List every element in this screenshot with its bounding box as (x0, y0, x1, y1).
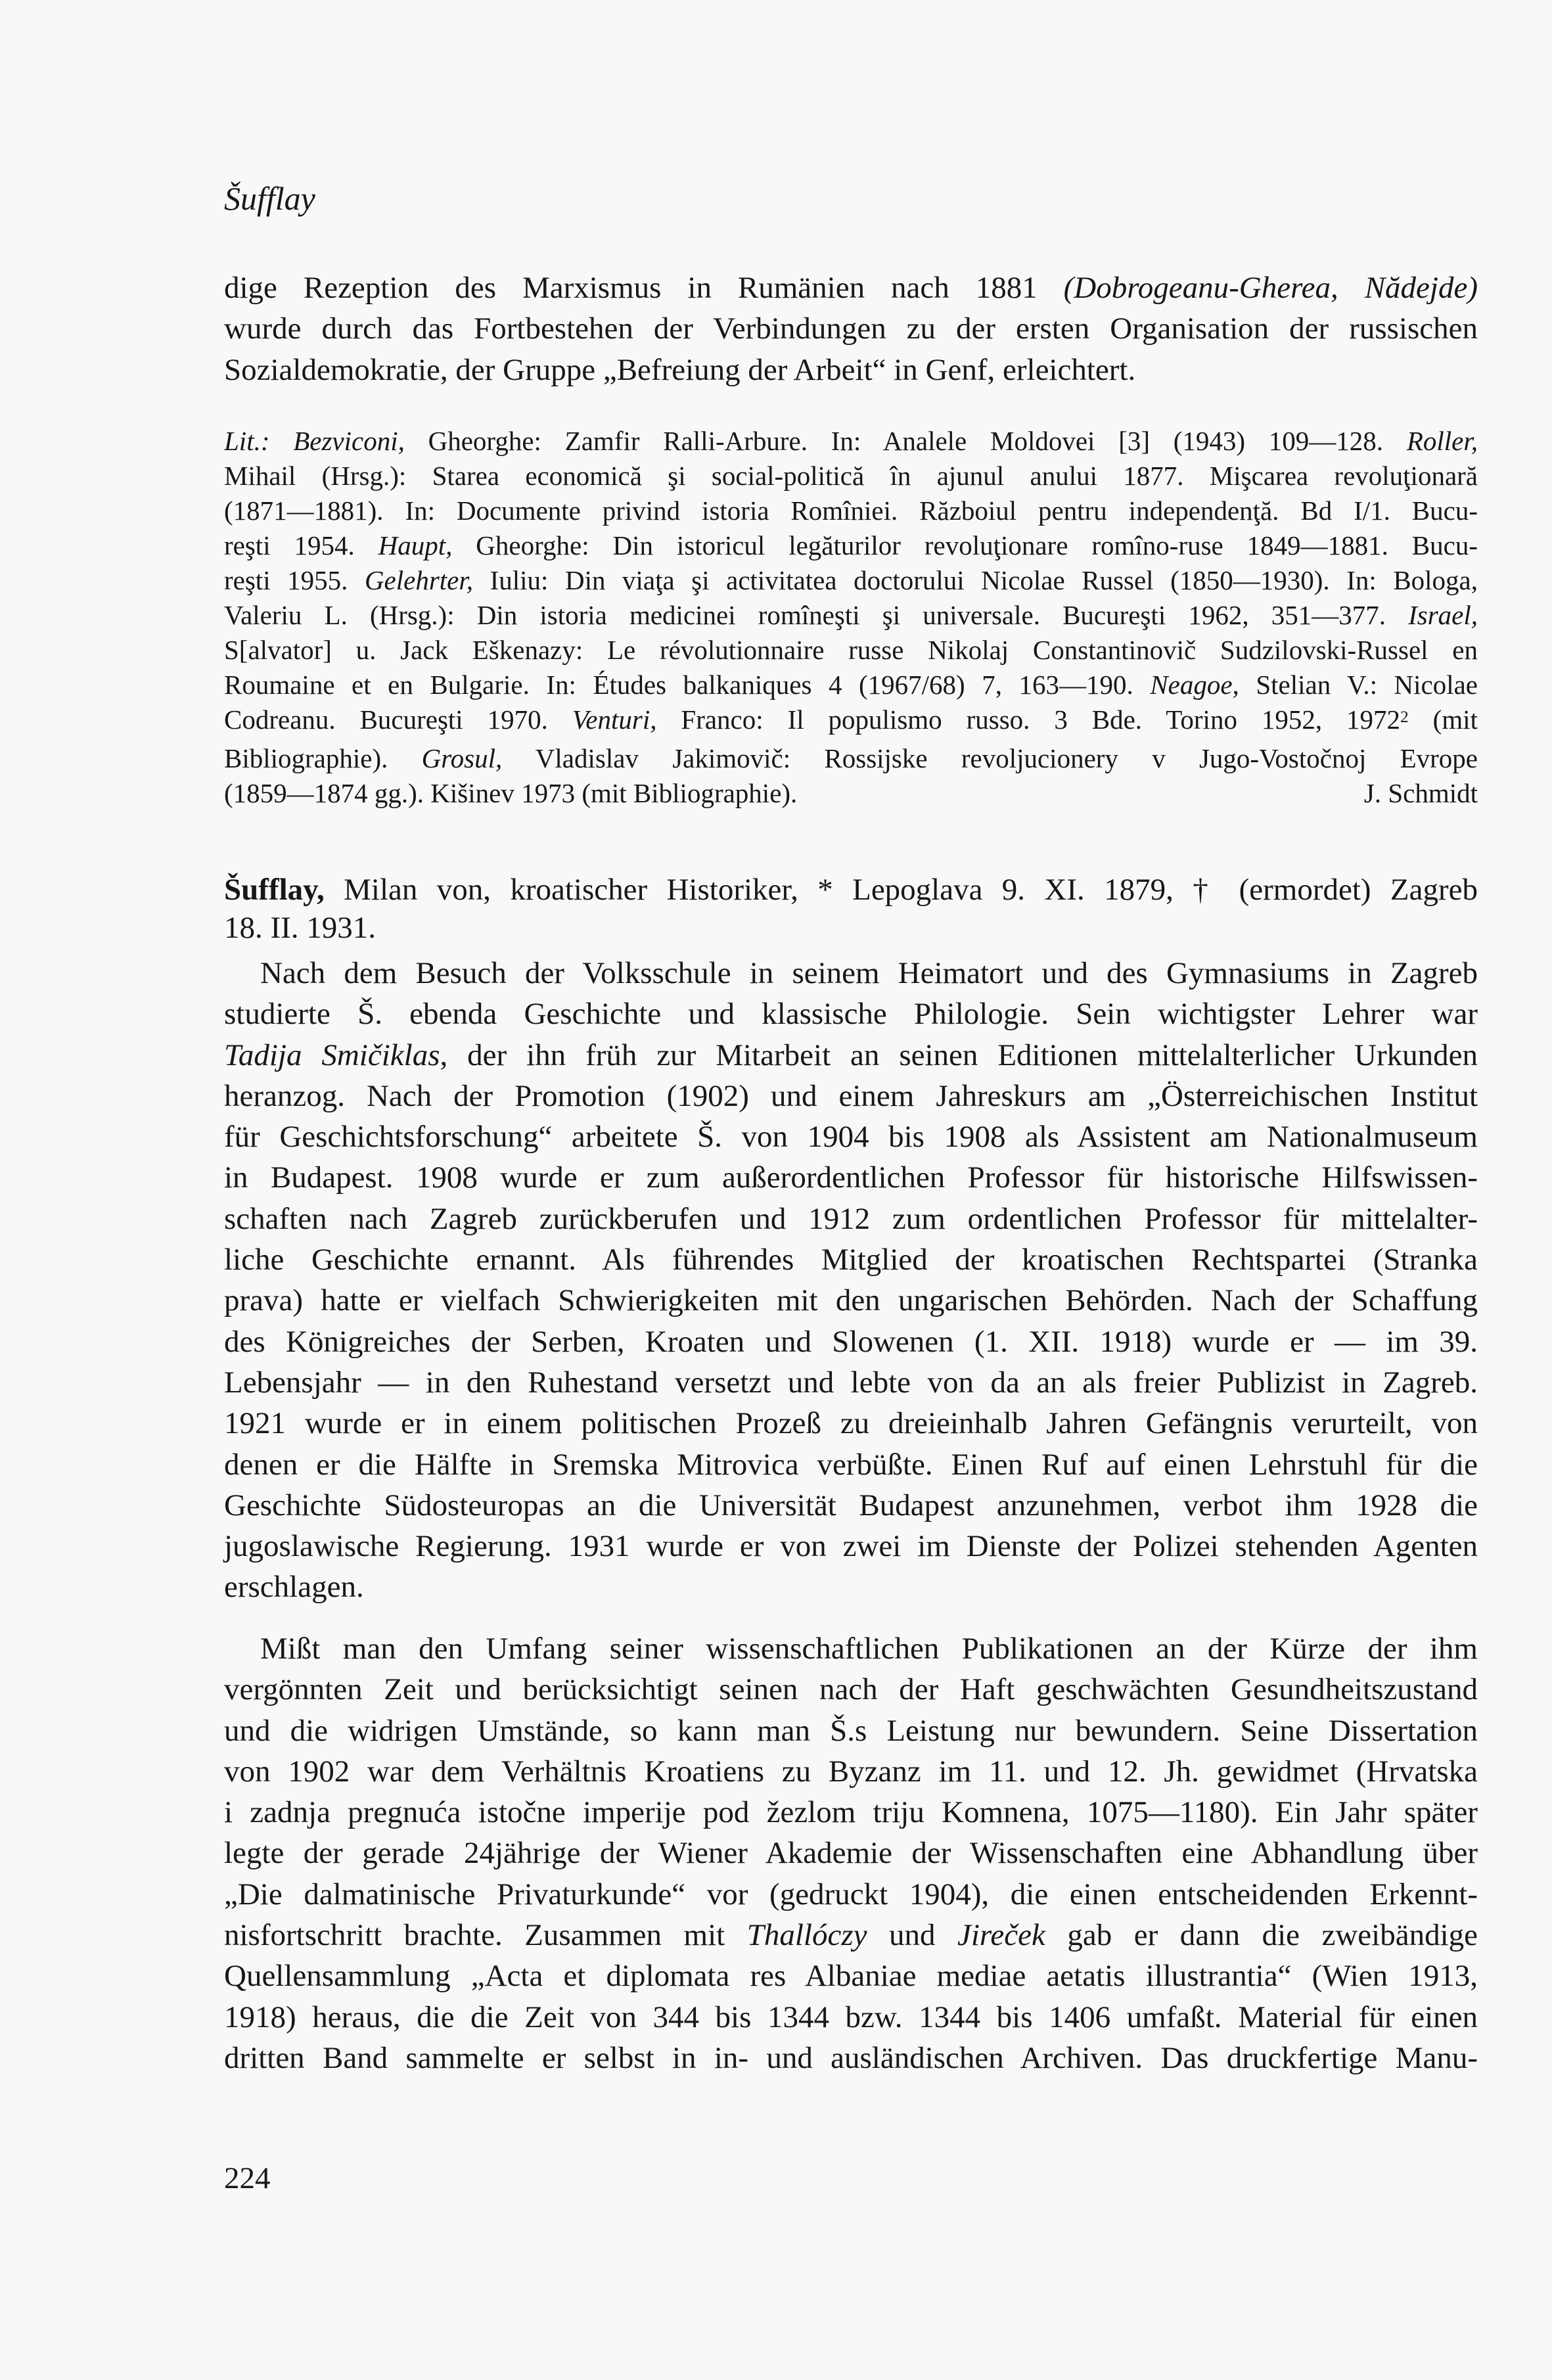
text-run: (1859—1874 gg.). Kišinev 1973 (mit Bibliographie). (224, 778, 798, 809)
text-line (224, 493, 1478, 528)
text-run: Valeriu L. (Hrsg.): Din istoria medicinei romîneşti şi universale. Bucureşti 1962, 351—377. (224, 600, 1409, 631)
italic-text: (Dobrogeanu-Gherea, Nădejde) (1063, 271, 1478, 305)
text-run: reşti 1955. (224, 565, 365, 596)
text-run: Milan von, kroatischer Historiker, * Lepoglava 9. XI. 1879, † (ermordet) Zagreb (324, 873, 1478, 907)
text-line (224, 871, 1478, 909)
text-run: Bibliographie). (224, 743, 422, 774)
text-line (224, 563, 1478, 598)
text-line (224, 633, 1478, 668)
text-line (224, 1116, 1478, 1157)
bold-headword: Šufflay, (224, 873, 325, 907)
italic-text: Jireček (957, 1918, 1045, 1953)
text-run: und die widrigen Umstände, so kann man Š.s Leistung nur bewundern. Seine Dissertation (224, 1713, 1478, 1748)
text-run: schaften nach Zagreb zurückberufen und 1912 zum ordentlichen Professor für mittelalter- (224, 1201, 1478, 1236)
text-run: jugoslawische Regierung. 1931 wurde er von zwei im Dienste der Polizei stehenden Agenten (224, 1529, 1478, 1564)
text-run: dige Rezeption des Marxismus in Rumänien nach 1881 (224, 271, 1064, 305)
text-run: (mit (1408, 704, 1478, 735)
text-line (224, 1874, 1478, 1915)
text-line (224, 459, 1478, 493)
text-run: Gheorghe: Din istoricul legăturilor revoluţionare romîno-ruse 1849—1881. Bucu- (452, 530, 1478, 561)
text-line (224, 741, 1478, 776)
text-run: studierte Š. ebenda Geschichte und klassische Philologie. Sein wichtigster Lehrer war (224, 997, 1478, 1032)
text-line (224, 2038, 1478, 2078)
continuation-paragraph (224, 267, 1478, 390)
literature-section (224, 424, 1478, 812)
text-run: für Geschichtsforschung“ arbeitete Š. von 1904 bis 1908 als Assistent am Nationalmuseum (224, 1120, 1478, 1155)
italic-text: Haupt, (378, 530, 453, 561)
italic-text: Israel, (1408, 600, 1478, 631)
text-run: liche Geschichte ernannt. Als führendes Mitglied der kroatischen Rechtspartei (Stranka (224, 1243, 1478, 1277)
text-line (224, 1710, 1478, 1751)
text-run: Gheorghe: Zamfir Ralli-Arbure. In: Analele Moldovei [3] (1943) 109—128. (404, 426, 1407, 456)
text-line (224, 1751, 1478, 1792)
text-line (224, 350, 1478, 390)
text-run: Geschichte Südosteuropas an die Universität Budapest anzunehmen, verbot ihm 1928 die (224, 1488, 1478, 1522)
text-line (224, 953, 1478, 994)
text-run: Lebensjahr — in den Ruhestand versetzt und lebte von da an als freier Publizist in Zagreb. (224, 1365, 1478, 1400)
italic-text: Gelehrter, (364, 565, 474, 596)
text-line (224, 1915, 1478, 1956)
entry-paragraph-1 (224, 953, 1478, 1608)
text-run: nisfortschritt brachte. Zusammen mit (224, 1918, 747, 1953)
page-number: 224 (224, 2161, 271, 2195)
text-run: i zadnja pregnuća istočne imperije pod žezlom triju Komnena, 1075—1180). Ein Jahr später (224, 1795, 1478, 1830)
italic-text: Lit.: Bezviconi, (224, 426, 405, 456)
text-run: Quellensammlung „Acta et diplomata res Albaniae mediae aetatis illustrantia“ (Wien 1913, (224, 1959, 1478, 1994)
text-line (224, 1956, 1478, 1996)
text-run: in Budapest. 1908 wurde er zum außerordentlichen Professor für historische Hilfswissen- (224, 1160, 1478, 1195)
text-line (224, 1997, 1478, 2038)
text-run: 1918) heraus, die die Zeit von 344 bis 1344 bzw. 1344 bis 1406 umfaßt. Material für einen (224, 2000, 1478, 2034)
text-run: Sozialdemokratie, der Gruppe „Befreiung der Arbeit“ in Genf, erleichtert. (224, 352, 1136, 387)
text-run: , der ihn früh zur Mitarbeit an seinen Editionen mittelalterlicher Urkunden (440, 1038, 1478, 1072)
text-line (224, 1239, 1478, 1280)
text-line (224, 598, 1478, 633)
superscript: 2 (1400, 707, 1409, 726)
text-line (224, 308, 1478, 349)
text-line (224, 528, 1478, 563)
text-run: Mihail (Hrsg.): Starea economică şi social-politică în ajunul anului 1877. Mişcarea revoluţionară (224, 461, 1478, 492)
text-run: „Die dalmatinische Privaturkunde“ vor (gedruckt 1904), die einen entscheidenden Erkennt- (224, 1877, 1478, 1911)
text-run: legte der gerade 24jährige der Wiener Akademie der Wissenschaften eine Abhandlung über (224, 1836, 1478, 1871)
text-run: Stelian V.: Nicolae (1239, 670, 1478, 700)
text-line (224, 1444, 1478, 1485)
text-run: Franco: Il populismo russo. 3 Bde. Torino 1952, 1972 (656, 704, 1401, 735)
text-line (224, 668, 1478, 702)
text-line (224, 994, 1478, 1034)
text-line (224, 1280, 1478, 1321)
text-run: wurde durch das Fortbestehen der Verbindungen zu der ersten Organisation der russischen (224, 311, 1478, 346)
text-line (224, 267, 1478, 308)
text-run: reşti 1954. (224, 530, 378, 561)
text-line (224, 424, 1478, 459)
text-run: Nach dem Besuch der Volksschule in seinem Heimatort und des Gymnasiums in Zagreb (260, 956, 1478, 990)
text-line (224, 1526, 1478, 1567)
text-line (224, 776, 1478, 811)
text-run: Iuliu: Din viaţa şi activitatea doctorului Nicolae Russel (1850—1930). In: Bologa, (473, 565, 1478, 596)
text-run: Vladislav Jakimovič: Rossijske revoljucionery v Jugo-Vostočnoj Evrope (502, 743, 1478, 774)
text-line (224, 1567, 1478, 1607)
text-run: von 1902 war dem Verhältnis Kroatiens zu Byzanz im 11. und 12. Jh. gewidmet (Hrvatska (224, 1754, 1478, 1789)
text-run: Mißt man den Umfang seiner wissenschaftlichen Publikationen an der Kürze der ihm (260, 1632, 1478, 1666)
text-run: 18. II. 1931. (224, 911, 377, 945)
text-run: gab er dann die zweibändige (1045, 1918, 1478, 1953)
italic-text: Grosul, (421, 743, 503, 774)
text-line (224, 1628, 1478, 1669)
author-signature: J. Schmidt (1363, 778, 1478, 809)
text-line (224, 1076, 1478, 1116)
text-line (224, 1833, 1478, 1873)
text-run: und (867, 1918, 957, 1953)
text-run: Roumaine et en Bulgarie. In: Études balkaniques 4 (1967/68) 7, 163—190. (224, 670, 1151, 700)
text-line (224, 1199, 1478, 1239)
text-run: dritten Band sammelte er selbst in in- und ausländischen Archiven. Das druckfertige Manu- (224, 2040, 1478, 2075)
text-line (224, 1669, 1478, 1710)
running-head: Šufflay (224, 180, 315, 217)
text-line (224, 1792, 1478, 1833)
text-run: Codreanu. Bucureşti 1970. (224, 704, 572, 735)
entry-heading (224, 871, 1478, 947)
text-line (224, 909, 1478, 947)
text-run: heranzog. Nach der Promotion (1902) und einem Jahreskurs am „Österreichischen Institut (224, 1078, 1478, 1113)
text-run: erschlagen. (224, 1570, 364, 1605)
italic-text: Thallóczy (746, 1918, 867, 1953)
text-run: S[alvator] u. Jack Eškenazy: Le révolutionnaire russe Nikolaj Constantinovič Sudzilovski-Russel en (224, 635, 1478, 666)
text-line (224, 1485, 1478, 1526)
italic-text: Venturi, (572, 704, 657, 735)
text-line (224, 1157, 1478, 1198)
italic-text: Roller, (1406, 426, 1478, 456)
text-line (224, 1403, 1478, 1444)
text-run: denen er die Hälfte in Sremska Mitrovica verbüßte. Einen Ruf auf einen Lehrstuhl für die (224, 1447, 1478, 1482)
text-run: des Königreiches der Serben, Kroaten und Slowenen (1. XII. 1918) wurde er — im 39. (224, 1324, 1478, 1359)
text-line (224, 1321, 1478, 1362)
text-line (224, 1362, 1478, 1403)
text-run: vergönnten Zeit und berücksichtigt seinen nach der Haft geschwächten Gesundheitszustand (224, 1672, 1478, 1707)
text-run: prava) hatte er vielfach Schwierigkeiten mit den ungarischen Behörden. Nach der Schaffung (224, 1283, 1478, 1318)
italic-text: Tadija Smičiklas (224, 1038, 440, 1072)
text-line (224, 1035, 1478, 1076)
text-run: (1871—1881). In: Documente privind istoria Romîniei. Războiul pentru independenţă. Bd I/1. Bucu- (224, 495, 1478, 526)
text-line (224, 702, 1478, 741)
italic-text: Neagoe, (1150, 670, 1239, 700)
entry-paragraph-2 (224, 1628, 1478, 2078)
text-run: 1921 wurde er in einem politischen Prozeß zu dreieinhalb Jahren Gefängnis verurteilt, von (224, 1406, 1478, 1441)
